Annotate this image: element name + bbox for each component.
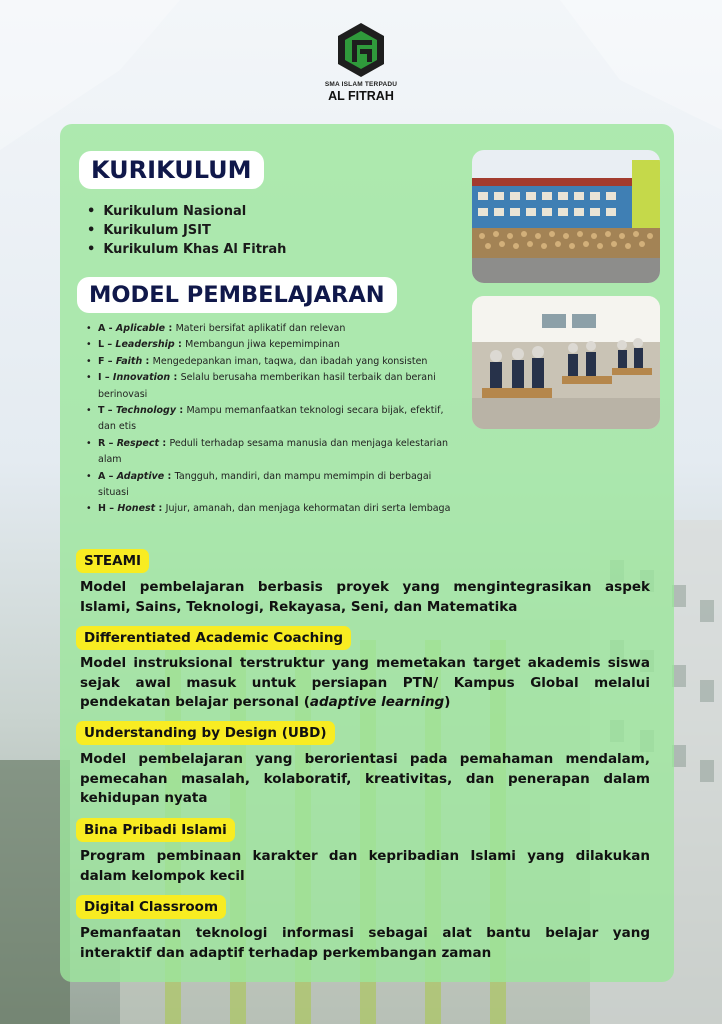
program-desc-bina-pribadi: Program pembinaan karakter dan kepribadian Islami yang dilakukan dalam kelompok kecil [80,848,650,884]
logo-title: AL FITRAH [328,89,394,103]
kurikulum-list [87,202,286,259]
program-title-steami: STEAMI [76,549,149,573]
value-item: • T – Technology : Mampu memanfaatkan teknologi secara bijak, efektif, dan etis [86,403,464,436]
program-desc-steami: Model pembelajaran berbasis proyek yang mengintegrasikan aspek Islami, Sains, Teknologi, Rekayasa, Seni, dan Matematika [80,579,650,615]
kurikulum-item: • Kurikulum Khas Al Fitrah [87,240,286,259]
school-building-group-photo-icon [472,150,660,283]
value-item: • H – Honest : Jujur, amanah, dan menjaga kehormatan diri serta lembaga [86,501,464,517]
value-item: • A – Adaptive : Tangguh, mandiri, dan mampu memimpin di berbagai situasi [86,469,464,502]
kurikulum-item: • Kurikulum Nasional [87,202,286,221]
program-desc-ubd: Model pembelajaran yang berorientasi pada pemahaman mendalam, pemecahan masalah, kolaboratif, kreativitas, dan penerapan dalam kehidupan nyata [80,751,650,806]
program-title-digital-classroom: Digital Classroom [76,895,226,919]
program-title-differentiated-coaching: Differentiated Academic Coaching [76,626,351,650]
kurikulum-item: • Kurikulum JSIT [87,221,286,240]
kurikulum-title: KURIKULUM [79,151,264,189]
program-title-bina-pribadi: Bina Pribadi Islami [76,818,235,842]
model-pembelajaran-title: MODEL PEMBELAJARAN [77,277,397,313]
school-building-photo [472,150,660,283]
logo-subtitle: SMA ISLAM TERPADU [324,81,398,88]
program-desc-differentiated-coaching: Model instruksional terstruktur yang memetakan target akademis siswa sejak awal masuk untuk persiapan PTN/ Kampus Global melalui pendekatan belajar personal (adaptive learning) [80,655,650,710]
program-desc-digital-classroom: Pemanfaatan teknologi informasi sebagai alat bantu belajar yang interaktif dan adaptif terhadap perkembangan zaman [80,925,650,961]
classroom-students-photo-icon [472,296,660,429]
alfitrah-values-list [86,321,464,518]
value-item: • F – Faith : Mengedepankan iman, taqwa, dan ibadah yang konsisten [86,354,464,370]
classroom-photo [472,296,660,429]
value-item: • R – Respect : Peduli terhadap sesama manusia dan menjaga kelestarian alam [86,436,464,469]
value-item: • A - Aplicable : Materi bersifat aplikatif dan relevan [86,321,464,337]
school-logo [320,22,402,103]
al-fitrah-hexagon-logo-icon [336,22,386,78]
value-item: • L – Leadership : Membangun jiwa kepemimpinan [86,337,464,353]
value-item: • I – Innovation : Selalu berusaha memberikan hasil terbaik dan berani berinovasi [86,370,464,403]
program-title-ubd: Understanding by Design (UBD) [76,721,335,745]
